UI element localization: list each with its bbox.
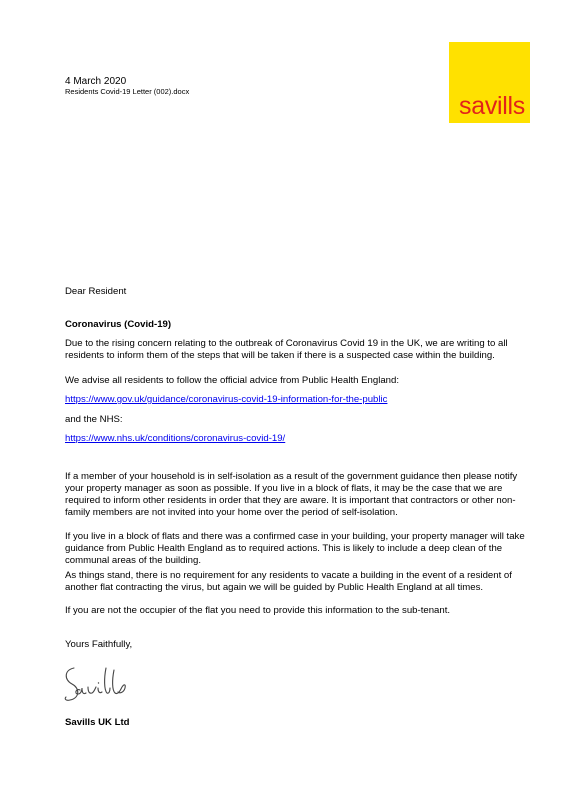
paragraph-sub-tenant: If you are not the occupier of the flat you need to provide this information to the sub-tenant. [65,605,451,616]
paragraph-vacate: As things stand, there is no requirement for any residents to vacate a building in the event of a resident of another flat contracting the virus, but again we will be guided by Public Health England at all times. [65,570,512,593]
gov-uk-link[interactable]: https://www.gov.uk/guidance/coronavirus-covid-19-information-for-the-public [65,394,388,405]
savills-logo [449,42,530,123]
logo-text: savills [459,92,525,120]
nhs-link[interactable]: https://www.nhs.uk/conditions/coronavirus-covid-19/ [65,433,286,444]
paragraph-nhs: and the NHS: [65,414,123,425]
paragraph-confirmed-case: If you live in a block of flats and there was a confirmed case in your building, your property manager will take guidance from Public Health England as to required actions. This is likely to include a deep clean of the communal areas of the building. [65,531,525,566]
paragraph-self-isolation: If a member of your household is in self-isolation as a result of the government guidance then please notify your property manager as soon as possible. If you live in a block of flats, it may be the case that we are required to inform other residents in order that they are aware. It is important that contractors or other non-family members are not invited into your home over the period of self-isolation. [65,471,518,518]
letter-subject: Coronavirus (Covid-19) [65,319,172,330]
salutation: Dear Resident [65,286,127,297]
letter-date: 4 March 2020 [65,76,127,87]
paragraph-advice: We advise all residents to follow the official advice from Public Health England: [65,375,400,386]
paragraph-intro: Due to the rising concern relating to the outbreak of Coronavirus Covid 19 in the UK, we are writing to all residents to inform them of the steps that will be taken if there is a suspected case within the building. [65,338,508,361]
signatory: Savills UK Ltd [65,717,130,728]
handwritten-signature [62,660,142,708]
closing: Yours Faithfully, [65,639,133,650]
gov-uk-link-line [65,394,535,406]
document-reference: Residents Covid-19 Letter (002).docx [65,87,190,96]
nhs-link-line [65,433,535,445]
